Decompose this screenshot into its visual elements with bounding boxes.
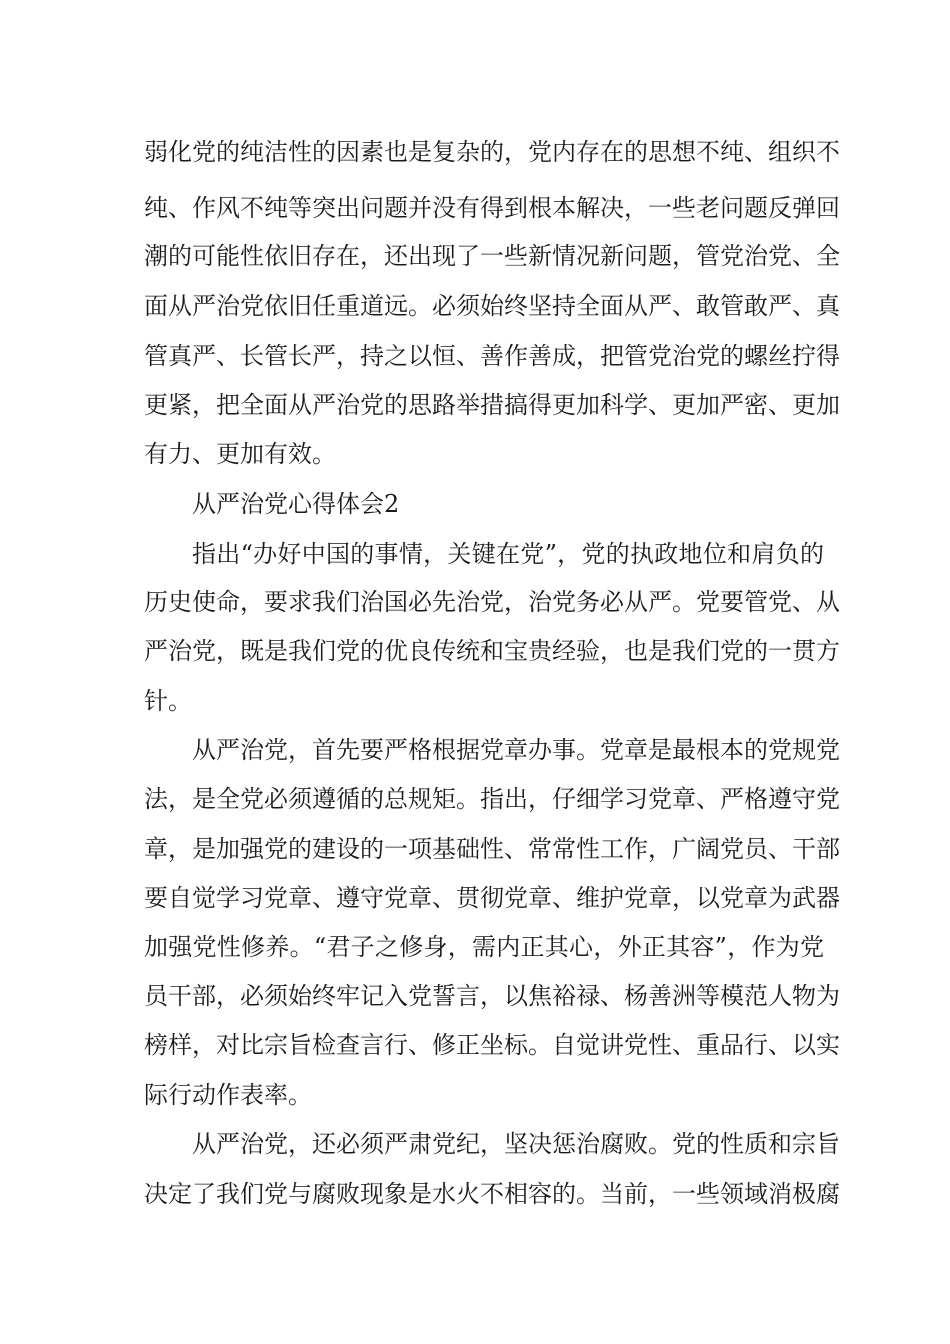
paragraph-line: 加强党性修养。“君子之修身，需内正其心，外正其容”，作为党 bbox=[144, 933, 824, 961]
paragraph-line: 法，是全党必须遵循的总规矩。指出，仔细学习党章、严格遵守党 bbox=[144, 785, 840, 813]
paragraph-line: 际行动作表率。 bbox=[144, 1081, 312, 1109]
paragraph-line: 弱化党的纯洁性的因素也是复杂的，党内存在的思想不纯、组织不 bbox=[144, 138, 840, 166]
paragraph-line: 章，是加强党的建设的一项基础性、常常性工作，广阔党员、干部 bbox=[144, 835, 840, 863]
paragraph-line: 从严治党，还必须严肃党纪，坚决惩治腐败。党的性质和宗旨 bbox=[192, 1130, 840, 1158]
paragraph-line: 员干部，必须始终牢记入党誓言，以焦裕禄、杨善洲等模范人物为 bbox=[144, 982, 840, 1010]
paragraph-line: 历史使命，要求我们治国必先治党，治党务必从严。党要管党、从 bbox=[144, 588, 840, 616]
paragraph-line: 纯、作风不纯等突出问题并没有得到根本解决，一些老问题反弹回 bbox=[144, 194, 840, 222]
paragraph-line: 严治党，既是我们党的优良传统和宝贵经验，也是我们党的一贯方 bbox=[144, 637, 840, 665]
paragraph-line: 更紧，把全面从严治党的思路举措搞得更加科学、更加严密、更加 bbox=[144, 391, 840, 419]
paragraph-line: 要自觉学习党章、遵守党章、贯彻党章、维护党章，以党章为武器 bbox=[144, 884, 840, 912]
paragraph-line: 决定了我们党与腐败现象是水火不相容的。当前，一些领域消极腐 bbox=[144, 1180, 840, 1208]
paragraph-line: 管真严、长管长严，持之以恒、善作善成，把管党治党的螺丝拧得 bbox=[144, 342, 840, 370]
paragraph-line: 指出“办好中国的事情，关键在党”，党的执政地位和肩负的 bbox=[192, 540, 824, 568]
paragraph-line: 针。 bbox=[144, 687, 192, 715]
paragraph-line: 潮的可能性依旧存在，还出现了一些新情况新问题，管党治党、全 bbox=[144, 242, 840, 270]
paragraph-line: 有力、更加有效。 bbox=[144, 440, 336, 468]
paragraph-line: 榜样，对比宗旨检查言行、修正坐标。自觉讲党性、重品行、以实 bbox=[144, 1031, 840, 1059]
paragraph-line: 从严治党，首先要严格根据党章办事。党章是最根本的党规党 bbox=[192, 736, 840, 764]
section-heading: 从严治党心得体会2 bbox=[192, 490, 400, 518]
paragraph-line: 面从严治党依旧任重道远。必须始终坚持全面从严、敢管敢严、真 bbox=[144, 292, 840, 320]
